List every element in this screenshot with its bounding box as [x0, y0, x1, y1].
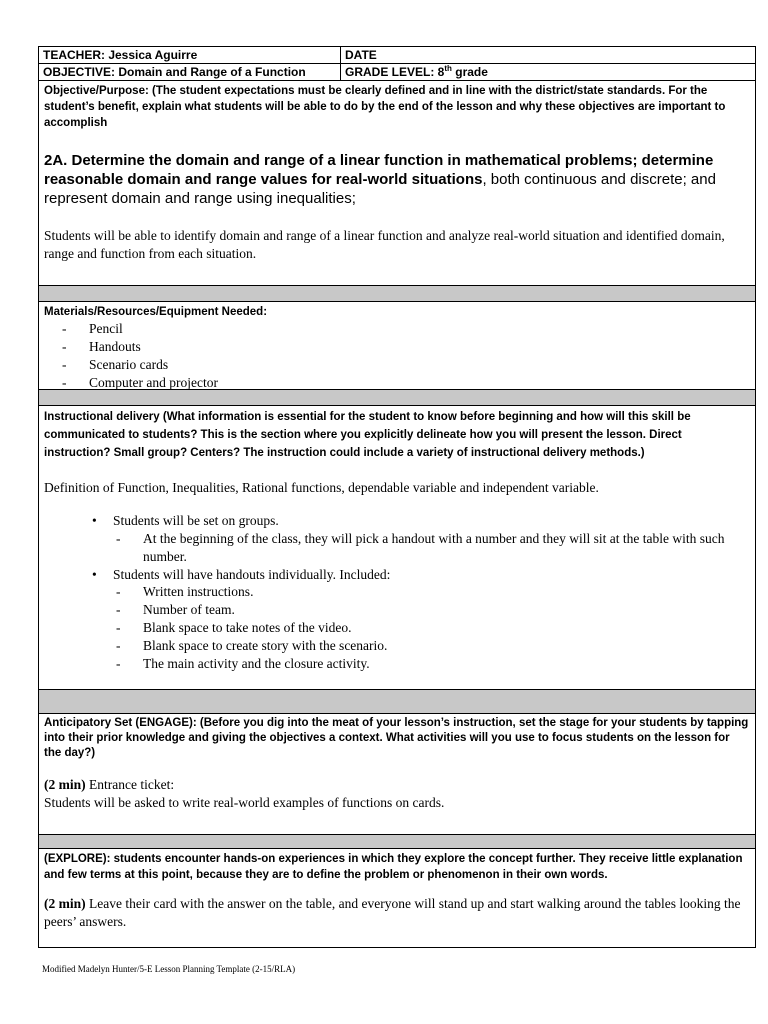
objective-description: Students will be able to identify domain and range of a linear function and analyze real-world situation and identified domain, range and function from each situation. — [44, 228, 725, 261]
instructional-subitem: - At the beginning of the class, they will pick a handout with a number and they will sit at the table with such number. — [116, 530, 750, 566]
objective-standard-bold: 2A. Determine the domain and range of a linear function in mathematical problems; determine reasonable domain and range values for real-world situations — [44, 152, 714, 188]
materials-section — [39, 302, 755, 390]
explore-section — [39, 849, 755, 947]
instructional-section — [39, 406, 755, 690]
objective-standard-rest: , both continuous and discrete; and represent domain and range using inequalities; — [44, 171, 716, 207]
materials-item: - Scenario cards — [62, 356, 750, 374]
instructional-bullet-text: Students will have handouts individually. Included: — [113, 566, 391, 582]
materials-item: - Pencil — [62, 320, 750, 338]
anticipatory-detail: Students will be asked to write real-world examples of functions on cards. — [44, 795, 445, 810]
page-footer: Modified Madelyn Hunter/5-E Lesson Planning Template (2-15/RLA) — [42, 964, 296, 974]
explore-heading: (EXPLORE): students encounter hands-on experiences in which they explore the concept further. They receive little explanation and few terms at this point, because they are to define the problem or phenomenon in their own words. — [44, 853, 743, 881]
instructional-subitem: - Blank space to take notes of the video. — [116, 619, 750, 637]
instructional-sublist — [113, 530, 750, 566]
instructional-sublist — [113, 583, 750, 673]
materials-item: - Computer and projector — [62, 374, 750, 392]
anticipatory-section — [39, 714, 755, 835]
gray-divider — [39, 690, 755, 714]
instructional-bullet-text: Students will be set on groups. — [113, 513, 279, 528]
instructional-bullet — [92, 566, 750, 674]
objective-cell: OBJECTIVE: Domain and Range of a Function — [39, 64, 341, 80]
objective-heading: Objective/Purpose: (The student expectations must be clearly defined and in line with the district/state standards. For the student’s benefit, explain what students will be able to do by the end of the lesson and why these objectives are important to accomplish — [44, 85, 726, 129]
header-row-teacher — [39, 47, 755, 64]
bullet-icon: • — [92, 566, 97, 582]
lesson-plan-table — [38, 46, 756, 948]
date-cell: DATE — [345, 48, 377, 62]
objective-section — [39, 81, 755, 286]
instructional-subitem: - Number of team. — [116, 601, 750, 619]
instructional-subitem: - Blank space to create story with the scenario. — [116, 637, 750, 655]
anticipatory-activity-text: Entrance ticket: — [85, 777, 175, 792]
materials-item: - Handouts — [62, 338, 750, 356]
materials-list — [44, 320, 750, 392]
grade-level-sup: th — [444, 64, 452, 73]
explore-time: (2 min) — [44, 896, 86, 911]
gray-divider — [39, 286, 755, 302]
grade-level-cell — [341, 64, 755, 80]
anticipatory-time: (2 min) — [44, 777, 86, 792]
gray-divider — [39, 390, 755, 406]
instructional-definitions: Definition of Function, Inequalities, Rational functions, dependable variable and independent variable. — [44, 480, 599, 495]
materials-heading: Materials/Resources/Equipment Needed: — [44, 306, 268, 318]
anticipatory-activity — [44, 776, 750, 794]
bullet-icon: • — [92, 513, 97, 528]
instructional-subitem: - Written instructions. — [116, 583, 750, 601]
gray-divider — [39, 835, 755, 849]
grade-level-prefix: GRADE LEVEL: 8 — [345, 65, 445, 79]
anticipatory-heading: Anticipatory Set (ENGAGE): (Before you dig into the meat of your lesson’s instruction, set the stage for your students by tapping into their prior knowledge and giving the objectives a context. What activities will you use to focus students on the lesson for the day?) — [44, 717, 749, 759]
instructional-bullets — [44, 512, 750, 673]
explore-detail-text: Leave their card with the answer on the table, and everyone will stand up and start walking around the tables looking the peers’ answers. — [44, 896, 741, 929]
grade-level-suffix: grade — [451, 65, 488, 79]
header-row-objective — [39, 64, 755, 81]
instructional-heading: Instructional delivery (What information is essential for the student to know before beginning and how will this skill be communicated to students? This is the section where you explicitly delineate how you will present the lesson. Direct instruction? Small group? Centers? The instruction could include a variety of instructional delivery methods.) — [44, 411, 691, 459]
instructional-bullet — [92, 512, 750, 566]
teacher-cell: TEACHER: Jessica Aguirre — [39, 47, 341, 63]
objective-standard — [44, 151, 750, 208]
instructional-subitem: - The main activity and the closure activity. — [116, 655, 750, 673]
explore-detail — [44, 895, 750, 931]
